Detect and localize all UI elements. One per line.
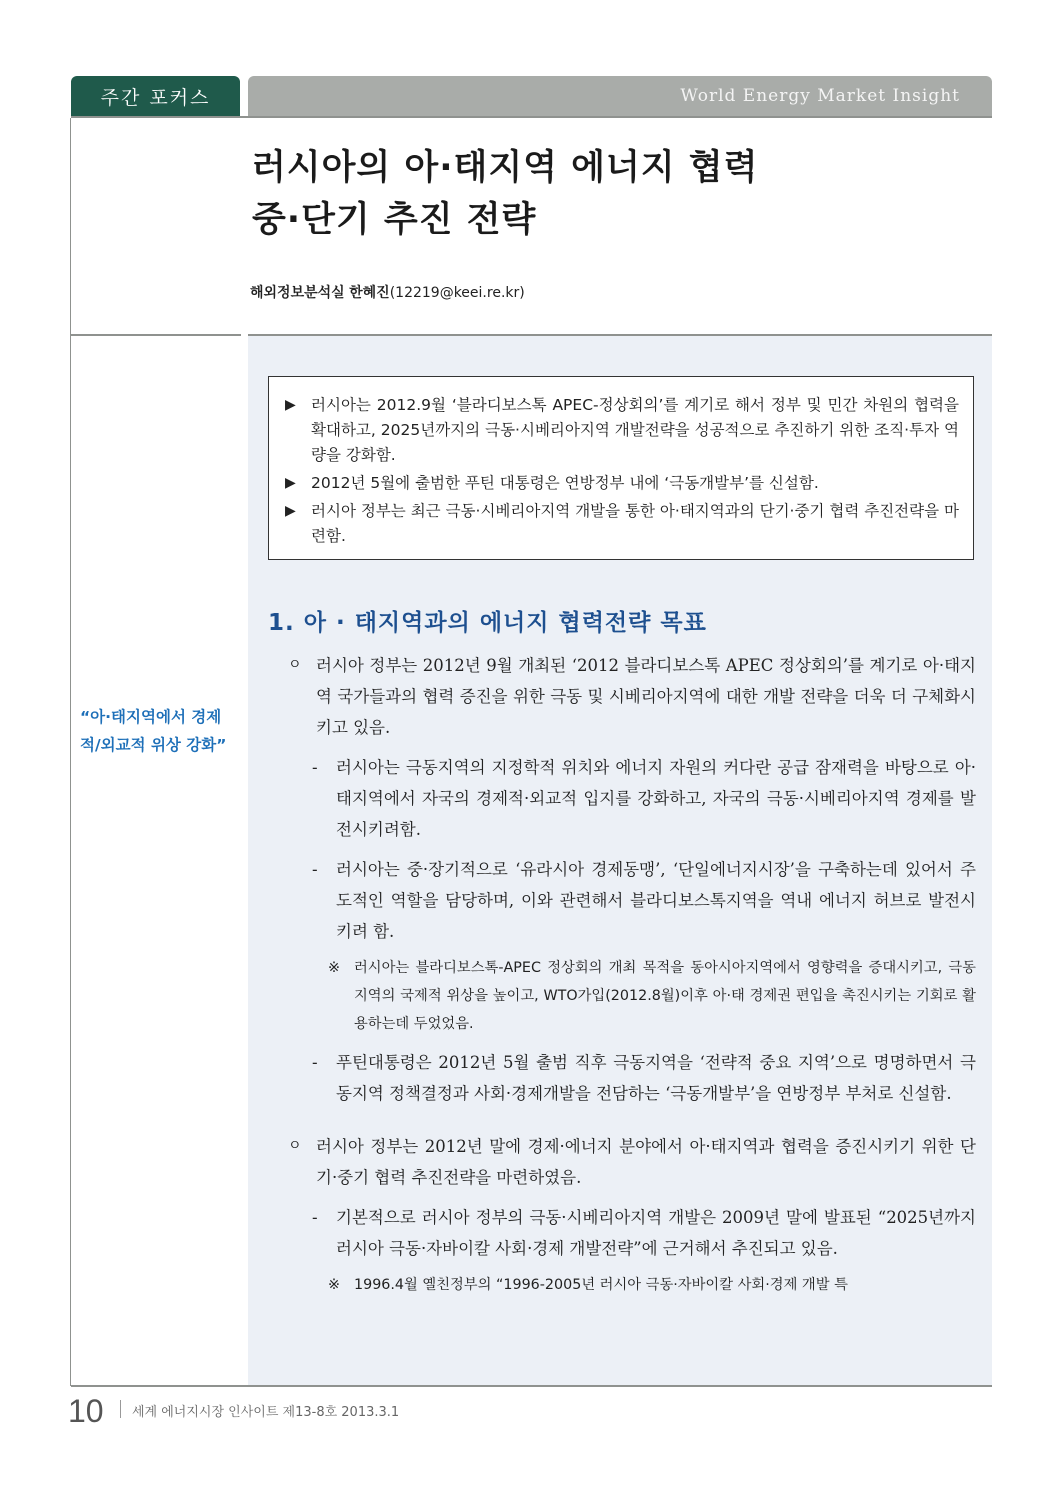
title-line-2: 중·단기 추진 전략 xyxy=(252,200,537,240)
dash-bullet-icon: - xyxy=(312,1208,318,1227)
left-divider xyxy=(71,334,241,336)
footer-divider xyxy=(71,1385,992,1387)
sub-item xyxy=(312,752,976,845)
author-byline xyxy=(250,282,525,302)
sub-item xyxy=(312,1202,976,1264)
dash-bullet-icon: - xyxy=(312,758,318,777)
triangle-bullet-icon: ▶ xyxy=(285,475,296,491)
page-number: 10 xyxy=(68,1393,104,1429)
header-divider xyxy=(71,116,992,118)
dash-bullet-icon: - xyxy=(312,1053,318,1072)
summary-text: 러시아는 2012.9월 ‘블라디보스톡 APEC-정상회의’를 계기로 해서 정부 및 민간 차원의 협력을 확대하고, 2025년까지의 극동·시베리아지역 개발전략을 성공적으로 추진하기 위한 조직·투자 역량을 강화함. xyxy=(311,396,959,464)
article-title xyxy=(252,142,972,246)
footer-separator xyxy=(120,1400,121,1418)
sub-item-text: 기본적으로 러시아 정부의 극동·시베리아지역 개발은 2009년 말에 발표된 “2025년까지 러시아 극동·자바이칼 사회·경제 개발전략”에 근거해서 추진되고 있음. xyxy=(336,1208,976,1258)
note-text: 1996.4월 옐친정부의 “1996-2005년 러시아 극동·자바이칼 사회·경제 개발 특 xyxy=(354,1277,848,1293)
author-name: 한혜진 xyxy=(349,285,390,301)
circle-bullet-icon: ㅇ xyxy=(288,1138,302,1154)
section-tab: 주간 포커스 xyxy=(71,76,240,116)
summary-item xyxy=(285,499,959,549)
paragraph-text: 러시아 정부는 2012년 말에 경제·에너지 분야에서 아·태지역과 협력을 증진시키기 위한 단기·중기 협력 추진전략을 마련하였음. xyxy=(316,1137,976,1187)
left-column-rule xyxy=(70,118,71,1386)
note-mark-icon: ※ xyxy=(328,960,340,976)
author-dept: 해외정보분석실 xyxy=(250,285,345,301)
note-text: 러시아는 블라디보스톡-APEC 정상회의 개최 목적을 동아시아지역에서 영향력을 증대시키고, 극동지역의 국제적 위상을 높이고, WTO가입(2012.8월)이후 아·태 경제권 편입을 촉진시키는 기회로 활용하는데 두었었음. xyxy=(354,960,976,1032)
note xyxy=(328,954,976,1038)
summary-text: 러시아 정부는 최근 극동·시베리아지역 개발을 통한 아·태지역과의 단기·중기 협력 추진전략을 마련함. xyxy=(311,502,960,545)
sidebar-quote: “아·태지역에서 경제적/외교적 위상 강화” xyxy=(80,708,227,754)
author-email: (12219@keei.re.kr) xyxy=(389,285,525,301)
publication-tab: World Energy Market Insight xyxy=(248,76,992,116)
summary-text: 2012년 5월에 출범한 푸틴 대통령은 연방정부 내에 ‘극동개발부’를 신설함. xyxy=(311,474,819,492)
summary-box xyxy=(268,376,974,560)
sub-item-text: 러시아는 극동지역의 지정학적 위치와 에너지 자원의 커다란 공급 잠재력을 바탕으로 아·태지역에서 자국의 경제적·외교적 입지를 강화하고, 자국의 극동·시베리아지역 경제를 발전시키려함. xyxy=(336,758,976,839)
title-line-1: 러시아의 아·태지역 에너지 협력 xyxy=(252,148,759,188)
dash-bullet-icon: - xyxy=(312,860,318,879)
paragraph xyxy=(288,1131,976,1193)
sub-item xyxy=(312,1047,976,1109)
triangle-bullet-icon: ▶ xyxy=(285,397,296,413)
sub-item-text: 푸틴대통령은 2012년 5월 출범 직후 극동지역을 ‘전략적 중요 지역’으로 명명하면서 극동지역 정책결정과 사회·경제개발을 전담하는 ‘극동개발부’을 연방정부 부처로 신설함. xyxy=(336,1053,976,1103)
paragraph-text: 러시아 정부는 2012년 9월 개최된 ‘2012 블라디보스톡 APEC 정상회의’를 계기로 아·태지역 국가들과의 협력 증진을 위한 극동 및 시베리아지역에 대한 개발 전략을 더욱 더 구체화시키고 있음. xyxy=(316,656,976,737)
article-body xyxy=(288,650,976,1299)
publication-info: 세계 에너지시장 인사이트 제13-8호 2013.3.1 xyxy=(132,1405,400,1420)
triangle-bullet-icon: ▶ xyxy=(285,503,296,519)
circle-bullet-icon: ㅇ xyxy=(288,657,302,673)
summary-item xyxy=(285,393,959,468)
summary-item xyxy=(285,471,959,496)
sub-item xyxy=(312,854,976,947)
note xyxy=(328,1271,976,1299)
section-heading: 1. 아 · 태지역과의 에너지 협력전략 목표 xyxy=(268,610,707,636)
sub-item-text: 러시아는 중·장기적으로 ‘유라시아 경제동맹’, ‘단일에너지시장’을 구축하는데 있어서 주도적인 역할을 담당하며, 이와 관련해서 블라디보스톡지역을 역내 에너지 허브로 발전시키려 함. xyxy=(336,860,976,941)
note-mark-icon: ※ xyxy=(328,1277,340,1293)
paragraph xyxy=(288,650,976,743)
